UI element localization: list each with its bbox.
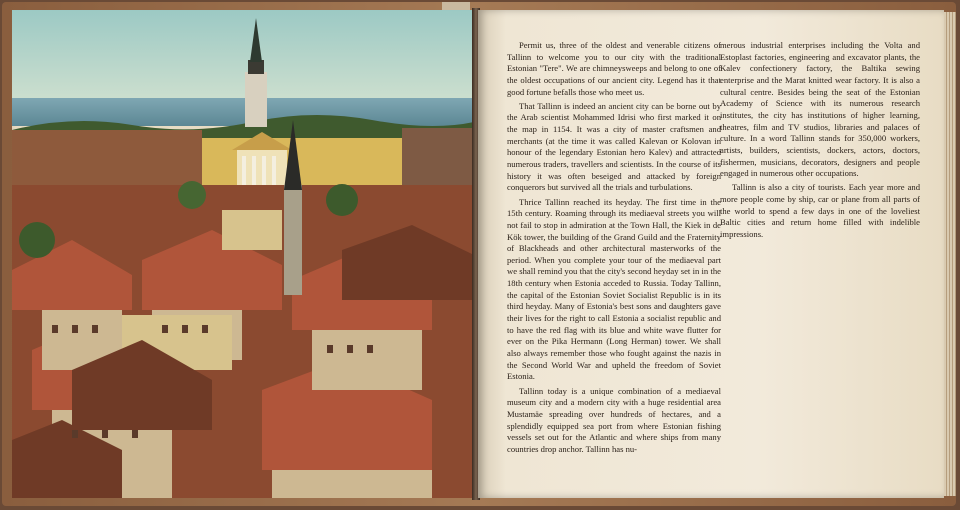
open-book: [2, 2, 956, 506]
paragraph: merous industrial enterprises including the Volta and Estoplast factories, engineering and excavator plants, the Kalev confectionery factory, the Baltika sewing enterprise and the Marat knitted wear factory. It is also a cultural centre. Besides being the seat of the Estonian Academy of Science with its numerous research institutes, the city has institutions of higher learning, theatres, film and TV studios, libraries and palaces of culture. In a word Tallinn stands for 350,000 workers, artists, builders, scientists, dockers, actors, doctors, fishermen, musicians, decorators, designers and people engaged in numerous other occupations.: [720, 40, 920, 179]
text-column-left: [507, 40, 721, 458]
right-page: [478, 10, 944, 498]
paragraph: Tallinn is also a city of tourists. Each year more and more people come by ship, car or plane from all parts of the world to spend a few days in one of the loveliest Baltic cities and return home filled with indelible impressions.: [720, 182, 920, 239]
paper-tear: [442, 2, 470, 10]
tallinn-old-town-photo: [12, 10, 474, 498]
paragraph: Permit us, three of the oldest and venerable citizens of Tallinn to welcome you to our city with the traditional Estonian "Tere". We are chimneysweeps and belong to one of the oldest occupations of our ancient city. Legend has it that good fortune befalls those who meet us.: [507, 40, 721, 97]
paragraph: Tallinn today is a unique combination of a mediaeval museum city and a modern city with a huge residential area Mustamäe spreading over hundreds of hectares, and a splendidly equipped sea port from where Estonian fishing vessels set out for the Atlantic and where ships from many countries drop anchor. Tallinn has nu-: [507, 385, 721, 454]
page-edges: [944, 12, 956, 496]
left-page: [12, 10, 474, 498]
paragraph: That Tallinn is indeed an ancient city can be borne out by the Arab scientist Mohammed Idrisi who first marked it on the map in 1154. It was a city of master craftsmen and merchants (at the time it was called Kalevan or Kolovan in honour of the legendary Estonian hero Kalev) and attracted numerous traders, travellers and scientists. In the course of its history it was often beseiged and attacked by foreign conquerors but survived all the trials and turbulations.: [507, 100, 721, 193]
paragraph: Thrice Tallinn reached its heyday. The first time in the 15th century. Roaming through its mediaeval streets you will not fail to stop in admiration at the Town Hall, the Kiek in de Kök tower, the building of the Grand Guild and the Fraternity of Blackheads and other architectural masterworks of the period. When you complete your tour of the mediaeval part we shall remind you that the city's second heyday set in in the 18th century when Estonia acceded to Russia. Today Tallinn, the capital of the Estonian Soviet Socialist Republic is in its third heyday. Many of Estonia's best sons and daughters gave their lives for the right to call Estonia a socialist republic and to have the red flag with its blue and white wave flutter for ever on the Pika Hermann (Long Herman) tower. We shall also always remember those who fought against the nazis in the Second World War and upheld the freedom of Soviet Estonia.: [507, 196, 721, 382]
text-column-right: [720, 40, 920, 243]
